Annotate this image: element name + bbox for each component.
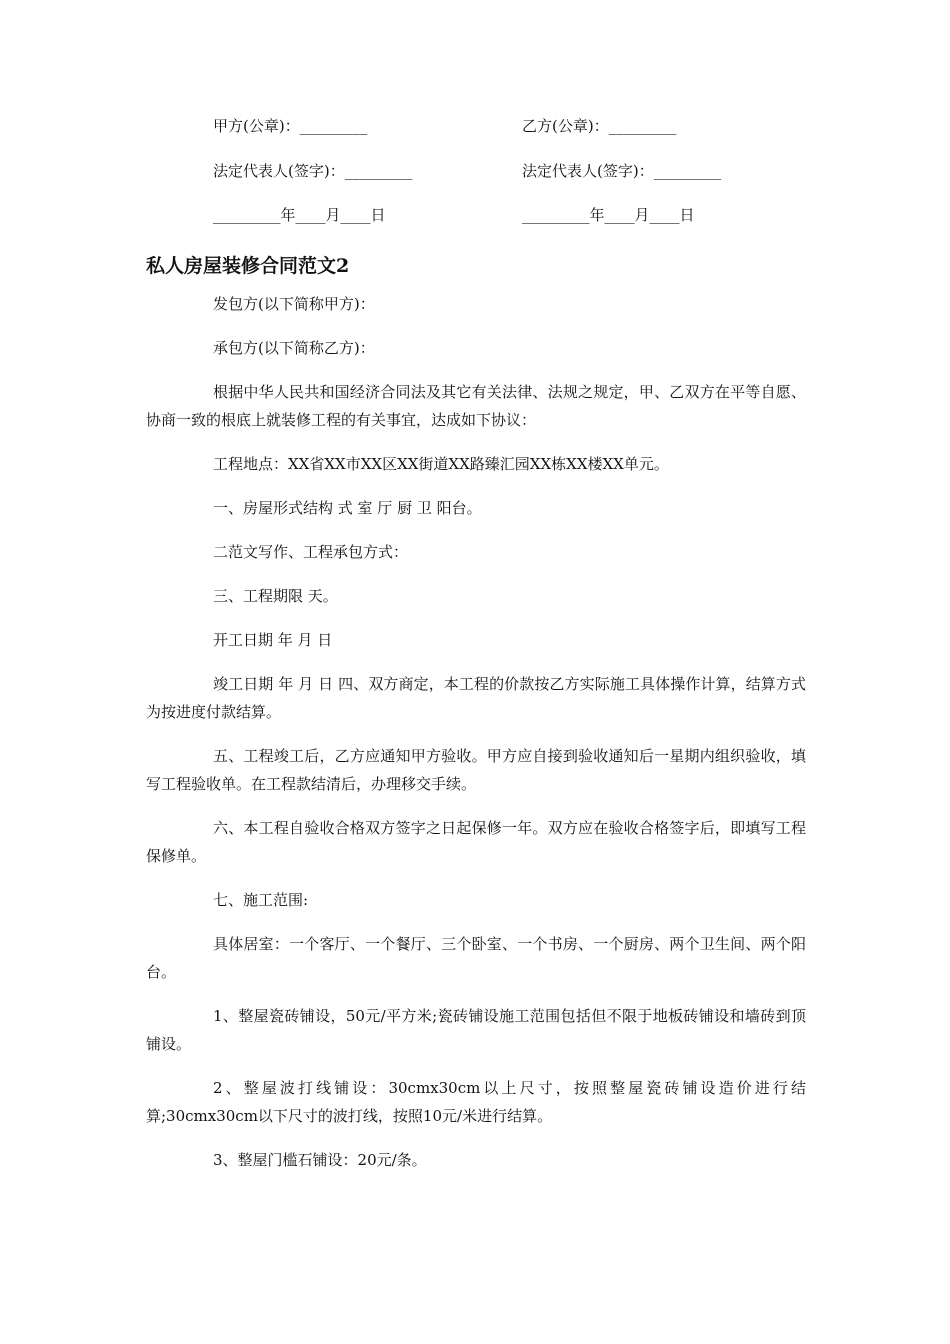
paragraph-contractor-party-a: 发包方(以下简称甲方)：	[213, 295, 375, 313]
party-a-date: _________年____月____日	[213, 206, 386, 224]
section-title: 私人房屋装修合同范文2	[146, 255, 350, 277]
paragraph-rooms: 具体居室：一个客厅、一个餐厅、三个卧室、一个书房、一个厨房、两个卫生间、两个阳台。	[146, 935, 806, 981]
signature-row-representative	[0, 158, 950, 184]
paragraph-legal-basis: 根据中华人民共和国经济合同法及其它有关法律、法规之规定，甲、乙双方在平等自愿、协商一致的根底上就装修工程的有关事宜，达成如下协议：	[146, 383, 806, 429]
paragraph-threshold-stone: 3、整屋门槛石铺设：20元/条。	[213, 1151, 427, 1169]
contract-body	[146, 290, 806, 1190]
party-a-seal: 甲方(公章)：_________	[213, 117, 368, 135]
paragraph-house-structure: 一、房屋形式结构 式 室 厅 厨 卫 阳台。	[213, 499, 482, 517]
paragraph-acceptance: 五、工程竣工后，乙方应通知甲方验收。甲方应自接到验收通知后一星期内组织验收，填写工程验收单。在工程款结清后，办理移交手续。	[146, 747, 806, 793]
paragraph-completion-date: 竣工日期 年 月 日 四、双方商定，本工程的价款按乙方实际施工具体操作计算，结算方式为按进度付款结算。	[146, 675, 806, 721]
signature-row-seal	[0, 113, 950, 139]
paragraph-start-date: 开工日期 年 月 日	[213, 631, 333, 649]
paragraph-project-period: 三、工程期限 天。	[213, 587, 338, 605]
party-b-date: _________年____月____日	[522, 206, 695, 224]
party-a-representative: 法定代表人(签字)：_________	[213, 162, 413, 180]
paragraph-scope-heading: 七、施工范围:	[213, 891, 309, 909]
party-b-representative: 法定代表人(签字)：_________	[522, 162, 722, 180]
signature-row-date	[0, 202, 950, 228]
paragraph-border-line: 2、整屋波打线铺设：30cmx30cm以上尺寸，按照整屋瓷砖铺设造价进行结算;30cmx30cm以下尺寸的波打线，按照10元/米进行结算。	[146, 1079, 806, 1125]
paragraph-contractor-party-b: 承包方(以下简称乙方)：	[213, 339, 375, 357]
paragraph-project-location: 工程地点：XX省XX市XX区XX街道XX路臻汇园XX栋XX楼XX单元。	[213, 455, 669, 473]
paragraph-contract-method: 二范文写作、工程承包方式：	[213, 543, 409, 561]
paragraph-warranty: 六、本工程自验收合格双方签字之日起保修一年。双方应在验收合格签字后，即填写工程保修单。	[146, 819, 806, 865]
party-b-seal: 乙方(公章)：_________	[522, 117, 677, 135]
paragraph-tile-laying: 1、整屋瓷砖铺设，50元/平方米;瓷砖铺设施工范围包括但不限于地板砖铺设和墙砖到顶铺设。	[146, 1007, 806, 1053]
